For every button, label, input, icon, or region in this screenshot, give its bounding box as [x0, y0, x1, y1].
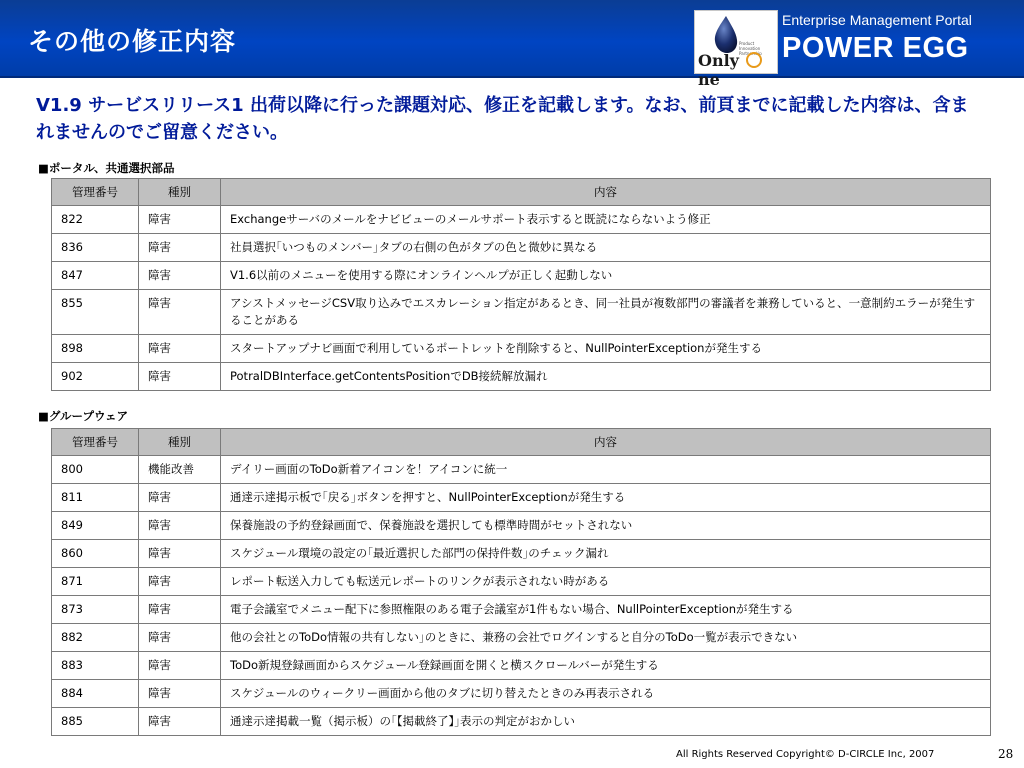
orange-o-icon — [746, 52, 762, 68]
intro-text: V1.9 サービスリリース1 出荷以降に行った課題対応、修正を記載します。なお、前頁までに記載した内容は、含まれませんのでご留意ください。 — [36, 95, 969, 143]
cell-id: 822 — [52, 206, 139, 234]
logo-wordmark: Only ne — [698, 51, 777, 89]
table-header-row — [52, 429, 991, 456]
fix-table-portal — [51, 178, 991, 391]
section-title-portal: ■ポータル、共通選択部品 — [38, 161, 175, 175]
section-title-groupware: ■グループウェア — [38, 409, 128, 423]
cell-id: 885 — [52, 708, 139, 736]
cell-type: 障害 — [139, 568, 221, 596]
cell-content: Exchangeサーバのメールをナビビューのメールサポート表示すると既読にならないよう修正 — [221, 206, 991, 234]
cell-content: 電子会議室でメニュー配下に参照権限のある電子会議室が1件もない場合、NullPointerExceptionが発生する — [221, 596, 991, 624]
table-row — [52, 484, 991, 512]
column-header-type: 種別 — [139, 429, 221, 456]
table-row — [52, 708, 991, 736]
cell-content: 通達示達掲示板で｢戻る｣ボタンを押すと、NullPointerExceptionが発生する — [221, 484, 991, 512]
cell-id: 847 — [52, 262, 139, 290]
cell-type: 障害 — [139, 234, 221, 262]
cell-type: 機能改善 — [139, 456, 221, 484]
portal-subtitle: Enterprise Management Portal — [782, 12, 972, 28]
column-header-no: 管理番号 — [52, 179, 139, 206]
cell-id: 855 — [52, 290, 139, 335]
cell-type: 障害 — [139, 206, 221, 234]
cell-content: V1.6以前のメニューを使用する際にオンラインヘルプが正しく起動しない — [221, 262, 991, 290]
column-header-content: 内容 — [221, 429, 991, 456]
product-name: POWER EGG — [782, 32, 969, 64]
cell-type: 障害 — [139, 363, 221, 391]
cell-id: 902 — [52, 363, 139, 391]
fix-table-groupware — [51, 428, 991, 736]
table-body — [52, 206, 991, 391]
column-header-content: 内容 — [221, 179, 991, 206]
table-header-row — [52, 179, 991, 206]
header-bar — [0, 0, 1024, 89]
page-title: その他の修正内容 — [28, 27, 237, 56]
table-row — [52, 596, 991, 624]
table-row — [52, 335, 991, 363]
cell-id: 873 — [52, 596, 139, 624]
cell-content: 他の会社とのToDo情報の共有しない｣のときに、兼務の会社でログインすると自分のToDo一覧が表示できない — [221, 624, 991, 652]
drop-logo-icon — [711, 15, 741, 55]
cell-type: 障害 — [139, 652, 221, 680]
cell-type: 障害 — [139, 596, 221, 624]
cell-id: 836 — [52, 234, 139, 262]
table-body — [52, 456, 991, 736]
cell-type: 障害 — [139, 680, 221, 708]
copyright-text: All Rights Reserved Copyright© D-CIRCLE Inc, 2007 — [676, 749, 935, 760]
cell-id: 811 — [52, 484, 139, 512]
column-header-no: 管理番号 — [52, 429, 139, 456]
table-row — [52, 234, 991, 262]
cell-content: レポート転送入力しても転送元レポートのリンクが表示されない時がある — [221, 568, 991, 596]
table-row — [52, 652, 991, 680]
cell-content: 通達示達掲載一覧（掲示板）の｢【掲載終了】｣表示の判定がおかしい — [221, 708, 991, 736]
table-row — [52, 290, 991, 335]
table-row — [52, 568, 991, 596]
cell-type: 障害 — [139, 335, 221, 363]
cell-type: 障害 — [139, 484, 221, 512]
cell-id: 860 — [52, 540, 139, 568]
cell-id: 884 — [52, 680, 139, 708]
cell-type: 障害 — [139, 540, 221, 568]
table-row — [52, 456, 991, 484]
cell-content: アシストメッセージCSV取り込みでエスカレーション指定があるとき、同一社員が複数部門の審議者を兼務していると、一意制約エラーが発生することがある — [221, 290, 991, 335]
cell-content: PotralDBInterface.getContentsPositionでDB接続解放漏れ — [221, 363, 991, 391]
table-row — [52, 262, 991, 290]
cell-content: 社員選択｢いつものメンバー｣タブの右側の色がタブの色と微妙に異なる — [221, 234, 991, 262]
table-row — [52, 512, 991, 540]
cell-content: 保養施設の予約登録画面で、保養施設を選択しても標準時間がセットされない — [221, 512, 991, 540]
page-number: 28 — [998, 747, 1014, 761]
cell-id: 882 — [52, 624, 139, 652]
cell-content: スケジュール環境の設定の｢最近選択した部門の保持件数｣のチェック漏れ — [221, 540, 991, 568]
cell-id: 849 — [52, 512, 139, 540]
table-row — [52, 206, 991, 234]
cell-id: 800 — [52, 456, 139, 484]
table-row — [52, 624, 991, 652]
cell-id: 871 — [52, 568, 139, 596]
cell-type: 障害 — [139, 708, 221, 736]
cell-type: 障害 — [139, 512, 221, 540]
table-row — [52, 680, 991, 708]
cell-type: 障害 — [139, 290, 221, 335]
cell-content: ToDo新規登録画面からスケジュール登録画面を開くと横スクロールバーが発生する — [221, 652, 991, 680]
column-header-type: 種別 — [139, 179, 221, 206]
cell-id: 883 — [52, 652, 139, 680]
cell-content: スタートアップナビ画面で利用しているポートレットを削除すると、NullPointerExceptionが発生する — [221, 335, 991, 363]
cell-content: デイリー画面のToDo新着アイコンを！アイコンに統一 — [221, 456, 991, 484]
only-one-logo — [694, 10, 778, 89]
cell-type: 障害 — [139, 262, 221, 290]
cell-content: スケジュールのウィークリー画面から他のタブに切り替えたときのみ再表示される — [221, 680, 991, 708]
table-row — [52, 540, 991, 568]
logo-small-text: Product Innovation Partnership — [739, 41, 762, 56]
cell-type: 障害 — [139, 624, 221, 652]
cell-id: 898 — [52, 335, 139, 363]
table-row — [52, 363, 991, 391]
